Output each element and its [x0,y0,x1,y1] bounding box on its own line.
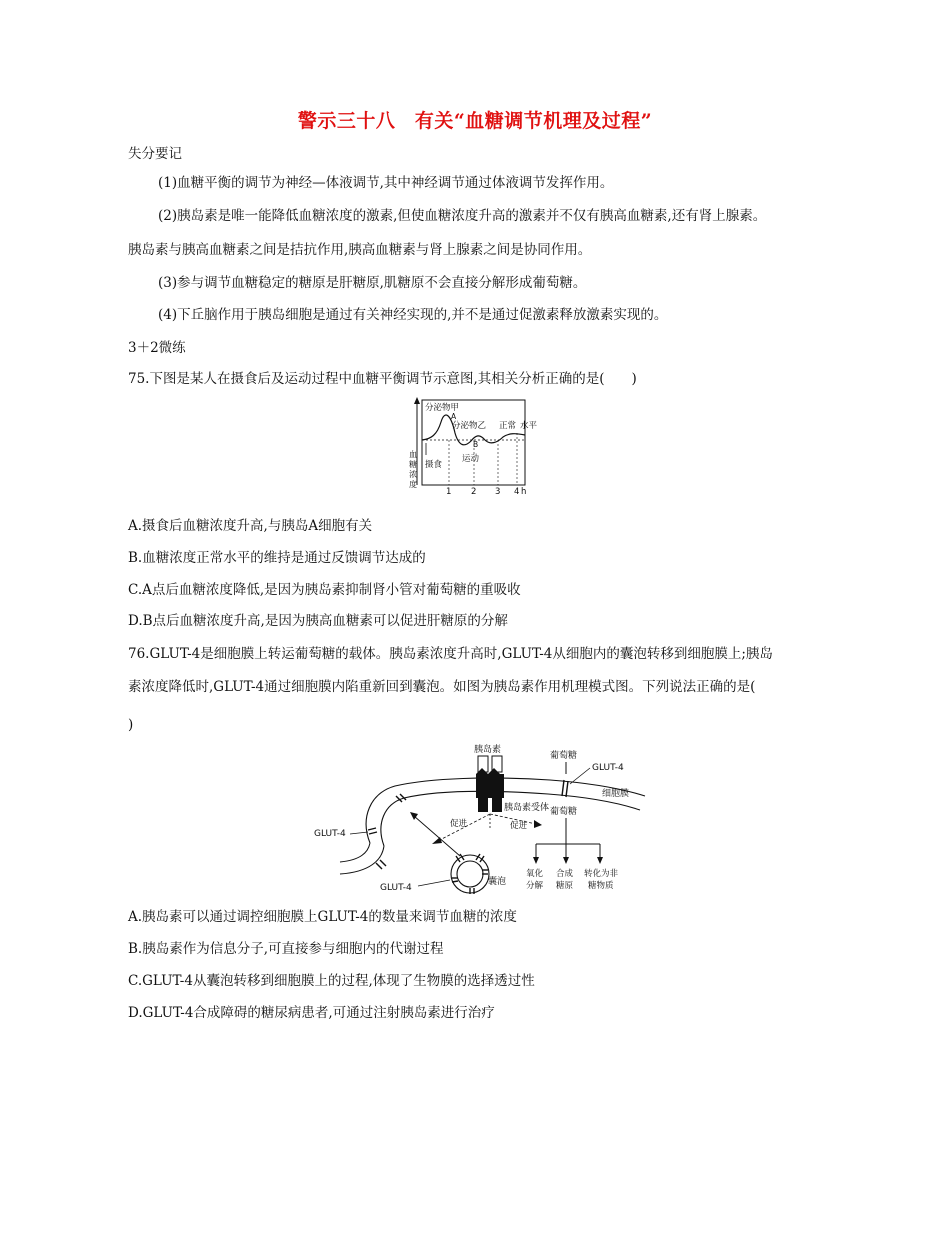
ylabel-char-4: 度 [409,480,417,489]
q76-option-a: A.胰岛素可以通过调控细胞膜上GLUT-4的数量来调节血糖的浓度 [128,909,517,925]
exercise-label: 运动 [462,454,480,464]
insulin-label: 胰岛素 [474,745,502,755]
point-4: (4)下丘脑作用于胰岛细胞是通过有关神经实现的,并不是通过促激素释放激素实现的。 [158,307,668,323]
page-title: 警示三十八 有关“血糖调节机理及过程” [297,110,653,132]
promote-right-label: 促进 [510,821,528,831]
fate-3-line-2: 糖物质 [588,881,614,891]
tick-1: 1 [446,487,452,497]
eat-label: 摄食 [425,460,443,470]
practice-heading: 3＋2微练 [128,340,186,356]
tick-unit: h [521,487,527,497]
q75-option-b: B.血糖浓度正常水平的维持是通过反馈调节达成的 [128,550,426,566]
q76-insulin-mechanism-figure [310,738,650,898]
point-1: (1)血糖平衡的调节为神经—体液调节,其中神经调节通过体液调节发挥作用。 [158,175,614,191]
section-heading: 失分要记 [128,146,182,162]
glut-vesicle-label: GLUT-4 [380,883,412,893]
glucose-top-label: 葡萄糖 [550,751,578,761]
insulin-receptor-left [478,798,488,812]
tick-2: 2 [471,487,477,497]
secretion-a-label: 分泌物甲 [425,403,460,413]
ylabel-char-2: 糖 [409,460,417,469]
secretion-b-label: 分泌物乙 [452,421,487,431]
ylabel-char-1: 血 [409,450,417,459]
q76-option-c: C.GLUT-4从囊泡转移到细胞膜上的过程,体现了生物膜的选择透过性 [128,973,535,989]
receptor-label: 胰岛素受体 [504,803,550,813]
fate-2-line-2: 糖原 [556,881,574,891]
glucose-inner-label: 葡萄糖 [550,807,578,817]
vesicle-inner [457,861,483,887]
glut-left-label: GLUT-4 [314,829,346,839]
ylabel-char-3: 浓 [409,470,417,479]
q75-blood-sugar-figure [395,395,555,500]
fate-1-line-2: 分解 [526,881,544,891]
q76-stem-line-2: 素浓度降低时,GLUT-4通过细胞膜内陷重新回到囊泡。如图为胰岛素作用机理模式图。下列说法正确的是( [128,679,756,695]
q76-stem-line-3: ) [128,717,134,733]
q76-stem-line-1: 76.GLUT-4是细胞膜上转运葡萄糖的载体。胰岛素浓度升高时,GLUT-4从细胞内的囊泡转移到细胞膜上;胰岛 [128,646,773,662]
promote-left-label: 促进 [450,819,468,829]
vesicle-label: 囊泡 [488,877,507,887]
q75-option-d: D.B点后血糖浓度升高,是因为胰高血糖素可以促进肝糖原的分解 [128,613,508,629]
y-arrow-icon [414,397,420,404]
tick-3: 3 [495,487,501,497]
q76-option-b: B.胰岛素作为信息分子,可直接参与细胞内的代谢过程 [128,941,444,957]
point-b-label: B [473,440,479,449]
fate-2-line-1: 合成 [556,869,574,879]
point-2-continued: 胰岛素与胰高血糖素之间是拮抗作用,胰高血糖素与肾上腺素之间是协同作用。 [128,242,592,258]
point-a-label: A [451,412,457,421]
glut-top-label: GLUT-4 [592,763,624,773]
tick-4: 4 [514,487,520,497]
point-3: (3)参与调节血糖稳定的糖原是肝糖原,肌糖原不会直接分解形成葡萄糖。 [158,275,587,291]
q75-stem: 75.下图是某人在摄食后及运动过程中血糖平衡调节示意图,其相关分析正确的是( ) [128,371,637,387]
point-2: (2)胰岛素是唯一能降低血糖浓度的激素,但使血糖浓度升高的激素并不仅有胰高血糖素,还有肾上腺素。 [158,208,767,224]
q75-option-c: C.A点后血糖浓度降低,是因为胰岛素抑制肾小管对葡萄糖的重吸收 [128,582,521,598]
normal-label: 正常 [499,421,517,431]
membrane-label: 细胞膜 [602,789,630,799]
fate-3-line-1: 转化为非 [584,869,619,879]
q76-option-d: D.GLUT-4合成障碍的糖尿病患者,可通过注射胰岛素进行治疗 [128,1005,495,1021]
level-label: 水平 [520,421,538,431]
insulin-receptor-right [492,798,502,812]
fate-1-line-1: 氧化 [526,869,544,879]
q75-option-a: A.摄食后血糖浓度升高,与胰岛A细胞有关 [128,518,373,534]
